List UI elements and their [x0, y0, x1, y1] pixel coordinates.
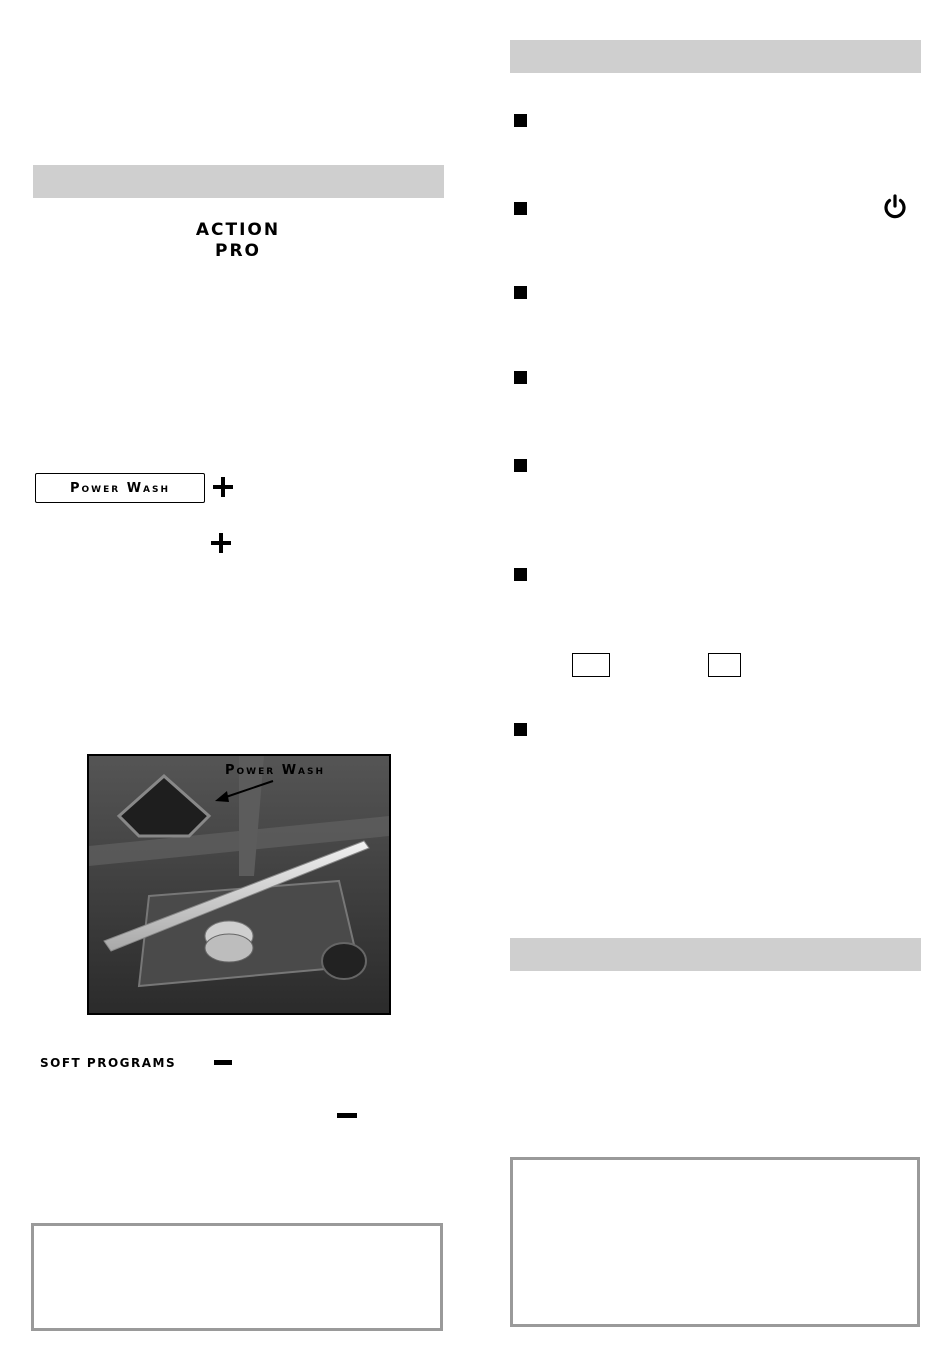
dishwasher-interior-photo [87, 754, 391, 1015]
list-bullet [514, 371, 527, 384]
list-bullet [514, 459, 527, 472]
minus-icon [214, 1060, 232, 1065]
logo-line-action: ACTION [195, 220, 281, 240]
power-wash-key [35, 473, 205, 503]
list-bullet [514, 723, 527, 736]
photo-power-wash-label: Power Wash [225, 763, 326, 778]
logo-line-pro: PRO [214, 241, 261, 261]
note-box-left [31, 1223, 443, 1331]
section-header-bar-left [33, 165, 444, 198]
note-box-right [510, 1157, 920, 1327]
action-pro-logo [180, 220, 296, 262]
section-header-bar-right-bottom [510, 938, 921, 971]
list-bullet [514, 568, 527, 581]
soft-programs-label: SOFT PROGRAMS [40, 1056, 177, 1070]
minus-icon [337, 1113, 357, 1118]
plus-icon [208, 530, 234, 556]
pointer-arrow-icon [209, 778, 279, 808]
list-bullet [514, 114, 527, 127]
blank-key-box [572, 653, 610, 677]
plus-icon [210, 474, 236, 500]
power-icon [881, 193, 909, 221]
power-wash-key-label: Power Wash [69, 480, 171, 496]
list-bullet [514, 286, 527, 299]
section-header-bar-right-top [510, 40, 921, 73]
list-bullet [514, 202, 527, 215]
blank-key-box [708, 653, 741, 677]
